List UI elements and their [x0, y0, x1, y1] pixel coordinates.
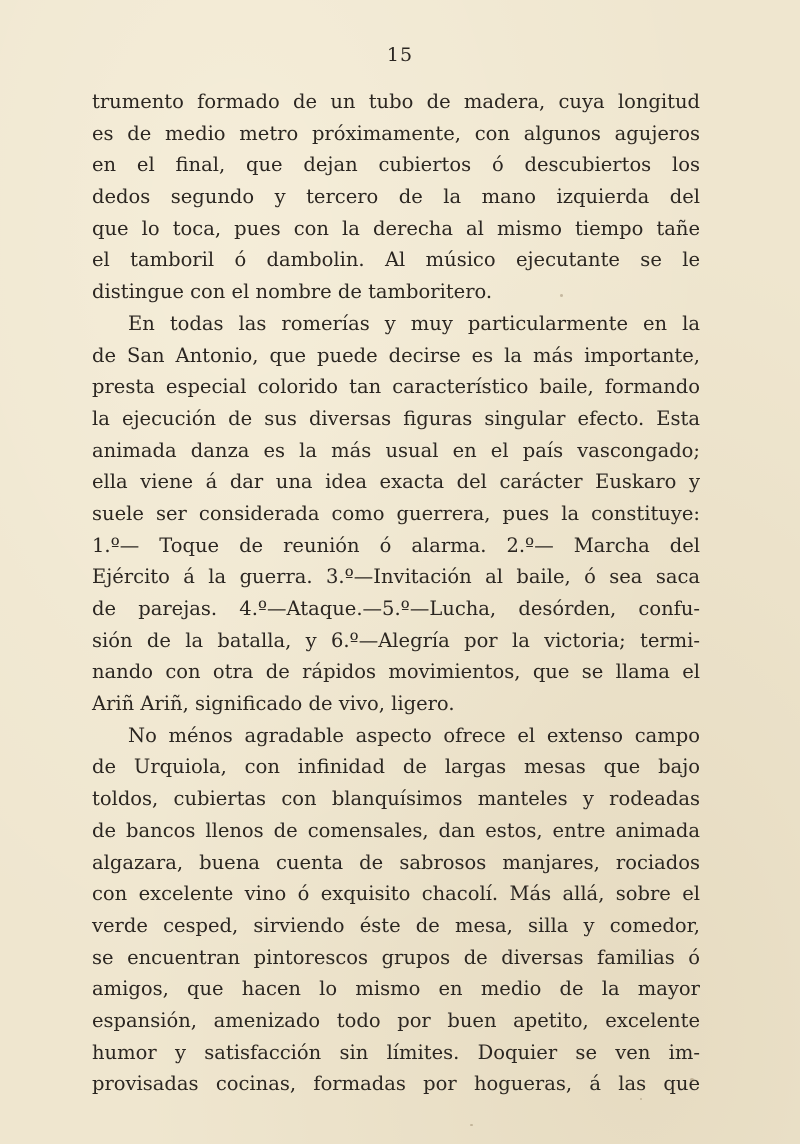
text-line: trumento formado de un tubo de madera, cuya longitud — [92, 90, 700, 113]
text-line: animada danza es la más usual en el país vascongado; — [92, 438, 700, 462]
text-line: se encuentran pintorescos grupos de diversas familias ó — [92, 945, 700, 969]
text-line: suele ser considerada como guerrera, pues la constituye: — [92, 501, 700, 525]
text-line: en el final, que dejan cubiertos ó descubiertos los — [92, 153, 700, 177]
text-line: provisadas cocinas, formadas por hogueras, á las que — [92, 1072, 700, 1096]
text-line: No ménos agradable aspecto ofrece el extenso campo — [128, 723, 700, 747]
text-line: toldos, cubiertas con blanquísimos manteles y rodeadas — [92, 787, 700, 811]
paper-speck — [640, 1098, 642, 1100]
text-line: es de medio metro próximamente, con algunos agujeros — [92, 121, 700, 145]
text-line: sión de la batalla, y 6.º—Alegría por la victoria; termi- — [92, 628, 700, 652]
text-line: algazara, buena cuenta de sabrosos manjares, rociados — [92, 850, 700, 874]
text-line: amigos, que hacen lo mismo en medio de la mayor — [92, 977, 700, 1001]
paper-speck — [470, 1124, 473, 1126]
text-line: 1.º— Toque de reunión ó alarma. 2.º— Marcha del — [92, 533, 700, 557]
text-line: de parejas. 4.º—Ataque.—5.º—Lucha, desórden, confu- — [92, 597, 700, 620]
body-text — [92, 86, 700, 1100]
paper-speck — [112, 1080, 114, 1083]
text-line: presta especial colorido tan característico baile, formando — [92, 375, 700, 399]
text-line: nando con otra de rápidos movimientos, que se llama el — [92, 660, 700, 684]
text-line: Ejército á la guerra. 3.º—Invitación al baile, ó sea saca — [92, 565, 700, 589]
text-line: espansión, amenizado todo por buen apetito, excelente — [92, 1008, 700, 1032]
text-line: con excelente vino ó exquisito chacolí. Más allá, sobre el — [92, 882, 700, 906]
text-line: de bancos llenos de comensales, dan estos, entre animada — [92, 818, 700, 842]
text-line: de Urquiola, con infinidad de largas mesas que bajo — [92, 755, 700, 779]
text-line: el tamboril ó dambolin. Al músico ejecutante se le — [92, 248, 700, 272]
text-line: verde cesped, sirviendo éste de mesa, silla y comedor, — [92, 913, 700, 937]
paper-speck — [690, 1078, 694, 1082]
text-line: que lo toca, pues con la derecha al mismo tiempo tañe — [92, 216, 700, 240]
text-line: En todas las romerías y muy particularmente en la — [128, 311, 700, 335]
text-line: de San Antonio, que puede decirse es la más importante, — [92, 343, 700, 367]
text-line: la ejecución de sus diversas figuras singular efecto. Esta — [92, 406, 700, 430]
text-line: ella viene á dar una idea exacta del carácter Euskaro y — [92, 470, 700, 494]
text-line: Ariñ Ariñ, significado de vivo, ligero. — [92, 692, 455, 716]
text-line: humor y satisfacción sin límites. Doquier se ven im- — [92, 1040, 700, 1064]
page-number: 15 — [386, 44, 414, 66]
text-line: distingue con el nombre de tamboritero. — [92, 280, 493, 304]
paper-speck — [560, 294, 563, 297]
text-line: dedos segundo y tercero de la mano izquierda del — [92, 185, 700, 209]
